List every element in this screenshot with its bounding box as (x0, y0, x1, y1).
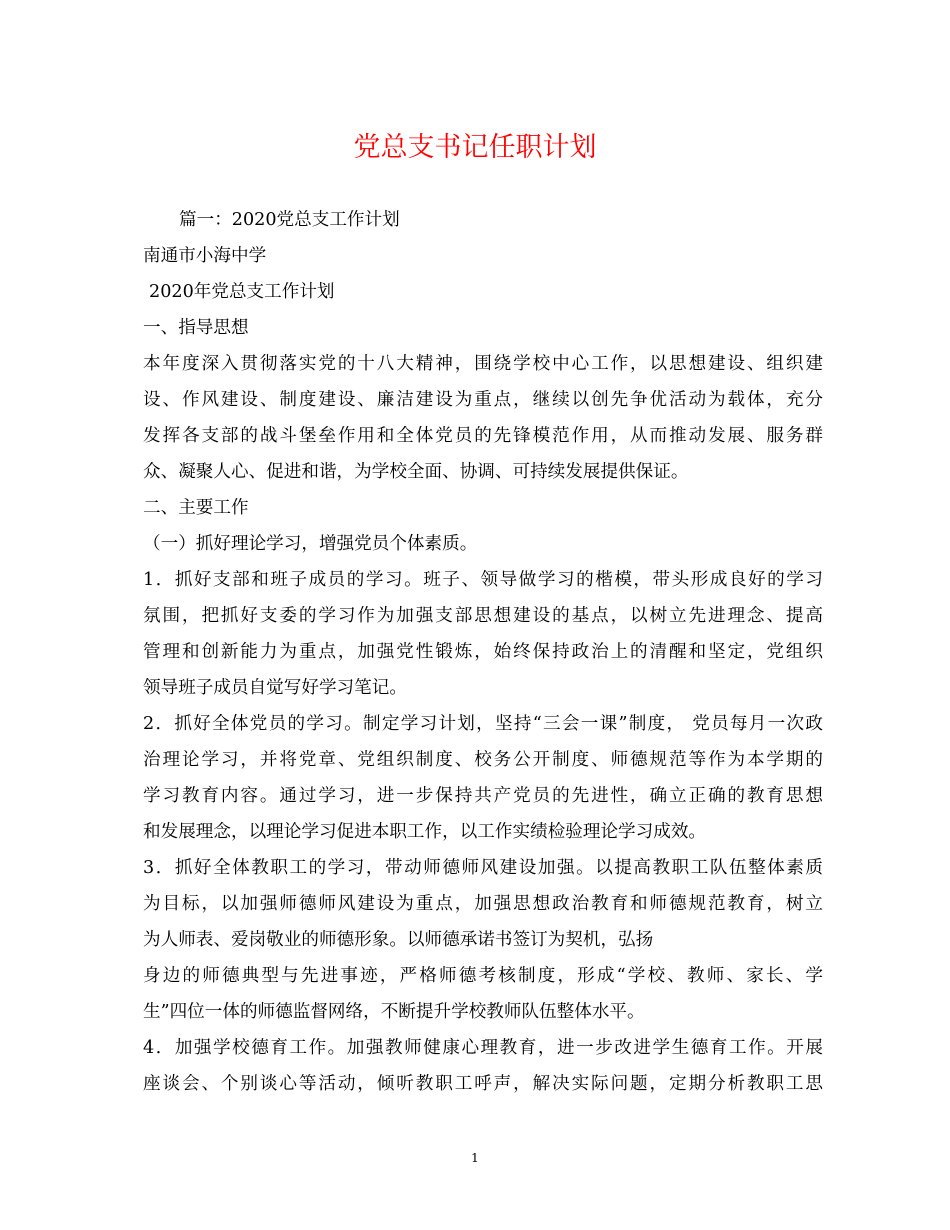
text-line: 一、指导思想 (143, 318, 249, 338)
text-line: 氛围，把抓好支委的学习作为加强支部思想建设的基点，以树立先进理念、提高 (143, 606, 823, 626)
text-line: 2．抓好全体党员的学习。制定学习计划，坚持“三会一课”制度， 党员每月一次政 (143, 714, 823, 734)
page-number: 1 (471, 1151, 479, 1165)
text-line: 1．抓好支部和班子成员的学习。班子、领导做学习的楷模，带头形成良好的学习 (143, 570, 823, 590)
text-line: 南通市小海中学 (143, 246, 267, 266)
text-line: 发挥各支部的战斗堡垒作用和全体党员的先锋模范作用，从而推动发展、服务群 (143, 426, 823, 446)
text-line: 2020年党总支工作计划 (149, 282, 335, 302)
text-line: （一）抓好理论学习，增强党员个体素质。 (143, 534, 478, 554)
text-line: 和发展理念，以理论学习促进本职工作，以工作实绩检验理论学习成效。 (143, 822, 707, 842)
text-line: 为人师表、爱岗敬业的师德形象。以师德承诺书签订为契机，弘扬 (143, 930, 654, 950)
text-line: 篇一：2020党总支工作计划 (179, 210, 400, 230)
text-line: 二、主要工作 (143, 498, 249, 518)
text-line: 众、凝聚人心、促进和谐，为学校全面、协调、可持续发展提供保证。 (143, 462, 689, 482)
text-line: 领导班子成员自觉写好学习笔记。 (143, 678, 407, 698)
text-line: 4．加强学校德育工作。加强教师健康心理教育，进一步改进学生德育工作。开展 (143, 1038, 823, 1058)
text-line: 设、作风建设、制度建设、廉洁建设为重点，继续以创先争优活动为载体，充分 (143, 390, 823, 410)
text-line: 本年度深入贯彻落实党的十八大精神，围绕学校中心工作，以思想建设、组织建 (143, 354, 823, 374)
document-title: 党总支书记任职计划 (353, 132, 597, 163)
text-line: 管理和创新能力为重点，加强党性锻炼，始终保持政治上的清醒和坚定，党组织 (143, 642, 823, 662)
text-line: 3．抓好全体教职工的学习，带动师德师风建设加强。以提高教职工队伍整体素质 (143, 858, 823, 878)
text-line: 生”四位一体的师德监督网络，不断提升学校教师队伍整体水平。 (143, 1002, 645, 1022)
text-line: 身边的师德典型与先进事迹，严格师德考核制度，形成“学校、教师、家长、学 (143, 966, 823, 986)
text-line: 治理论学习，并将党章、党组织制度、校务公开制度、师德规范等作为本学期的 (143, 750, 823, 770)
text-line: 为目标，以加强师德师风建设为重点，加强思想政治教育和师德规范教育，树立 (143, 894, 823, 914)
text-line: 座谈会、个别谈心等活动，倾听教职工呼声，解决实际问题，定期分析教职工思 (143, 1074, 823, 1094)
text-line: 学习教育内容。通过学习，进一步保持共产党员的先进性，确立正确的教育思想 (143, 786, 823, 806)
document-body (143, 202, 823, 1102)
